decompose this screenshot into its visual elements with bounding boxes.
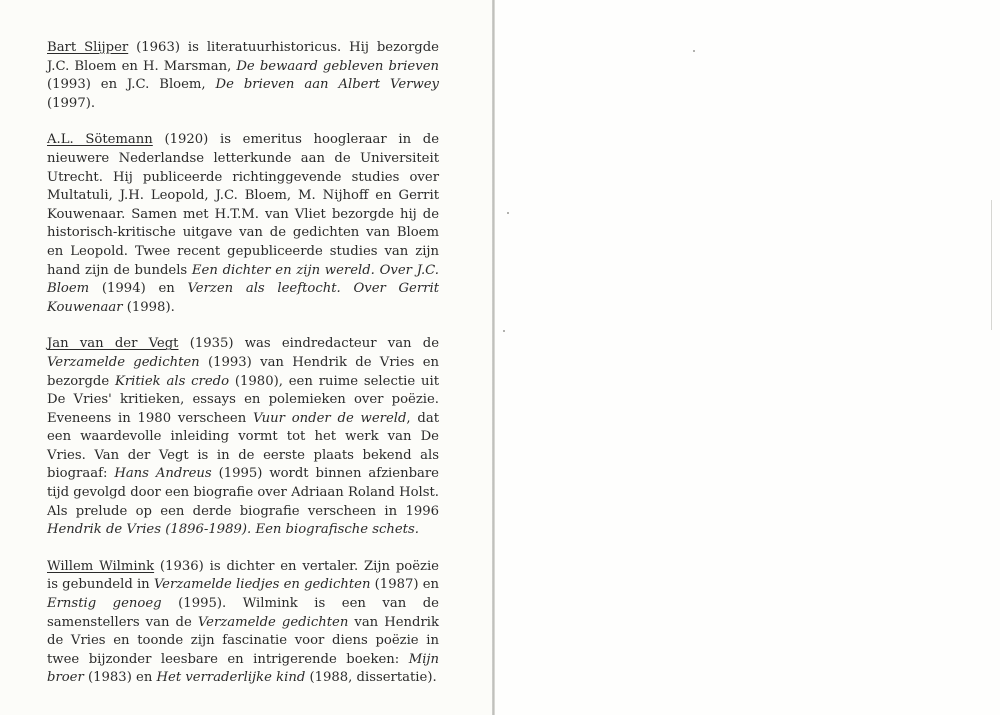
- book-title: Verzamelde liedjes en gedichten: [153, 577, 371, 593]
- page-crease: [991, 200, 992, 330]
- book-title: Een dichter en zijn wereld. Over J.C. Bloem: [47, 262, 439, 297]
- bio-name: Bart Slijper: [47, 40, 129, 55]
- book-title: Ernstig genoeg: [47, 596, 162, 612]
- bio-text: , dat een waardevolle inleiding vormt tot het werk van De Vries. Van der Vegt is in de eerste plaats bekend als biograaf:: [47, 410, 440, 482]
- bio-text: van Hendrik de Vries en toonde zijn fascinatie voor diens poëzie in twee bijzonder leesbare en intrigerende boeken:: [47, 614, 439, 667]
- bio-text: (1993) en J.C. Bloem,: [47, 77, 216, 93]
- book-title: Verzamelde gedichten: [47, 354, 200, 370]
- bio-text: (1936) is dichter en vertaler. Zijn poëzie is gebundeld in: [47, 558, 439, 593]
- book-title: De brieven aan Albert Verwey: [215, 77, 439, 93]
- bio-text: (1920) is emeritus hoogleraar in de nieuwere Nederlandse letterkunde aan de Universiteit Utrecht. Hij publiceerde richtinggevende studies over Multatuli, J.H. Leopold, J.C. Bloem, M. Nijhoff en Gerrit Kouwenaar. Samen met H.T.M. van Vliet bezorgde hij de historisch-kritische uitgave van de gedichten van Bloem en Leopold. Twee recent gepubliceerde studies van zijn hand zijn de bundels: [47, 132, 439, 278]
- right-page-blank: [495, 0, 1000, 715]
- bio-text: (1988, dissertatie).: [305, 670, 437, 686]
- bio-text: (1995). Wilmink is een van de samenstellers van de: [47, 596, 439, 630]
- book-title: Verzen als leeftocht. Over Gerrit Kouwenaar: [47, 281, 439, 315]
- book-title: Mijn broer: [47, 651, 439, 686]
- paper-speck: [693, 50, 695, 52]
- bio-paragraph: [47, 39, 439, 113]
- book-title: Hans Andreus: [114, 466, 212, 482]
- bio-text: (1995) wordt binnen afzienbare tijd gevolgd door een biografie over Adriaan Roland Holst. Als prelude op een derde biografie verscheen in 1996: [47, 466, 439, 519]
- bio-paragraph: [47, 131, 439, 317]
- book-title: Hendrik de Vries (1896-1989). Een biografische schets.: [47, 522, 419, 538]
- bio-name: Willem Wilmink: [47, 558, 155, 574]
- bio-text: (1998).: [122, 299, 175, 315]
- bio-text: (1963) is literatuurhistoricus. Hij bezorgde J.C. Bloem en H. Marsman,: [47, 40, 439, 74]
- bio-text: (1994) en: [89, 281, 188, 297]
- bio-text: (1993) van Hendrik de Vries en bezorgde: [47, 354, 439, 389]
- bio-text: (1935) was eindredacteur van de: [178, 336, 439, 352]
- book-title: Kritiek als credo: [114, 373, 230, 389]
- book-title: De bewaard gebleven brieven: [236, 58, 439, 74]
- bio-name: Jan van der Vegt: [47, 336, 179, 352]
- contributors-text: [47, 39, 439, 688]
- bio-text: (1980), een ruime selectie uit De Vries' kritieken, essays en polemieken over poëzie. Eveneens in 1980 verscheen: [47, 373, 439, 426]
- bio-name: A.L. Sötemann: [47, 132, 153, 148]
- book-title: Vuur onder de wereld: [252, 410, 407, 426]
- bio-paragraph: [47, 335, 439, 540]
- paper-speck: [503, 330, 505, 332]
- bio-text: (1987) en: [370, 577, 440, 593]
- paper-speck: [507, 212, 509, 214]
- bio-paragraph: [47, 558, 439, 688]
- book-title: Het verraderlijke kind: [156, 670, 306, 686]
- left-page: [0, 0, 493, 715]
- book-title: Verzamelde gedichten: [197, 614, 349, 630]
- bio-text: (1997).: [47, 95, 96, 111]
- bio-text: (1983) en: [83, 670, 157, 686]
